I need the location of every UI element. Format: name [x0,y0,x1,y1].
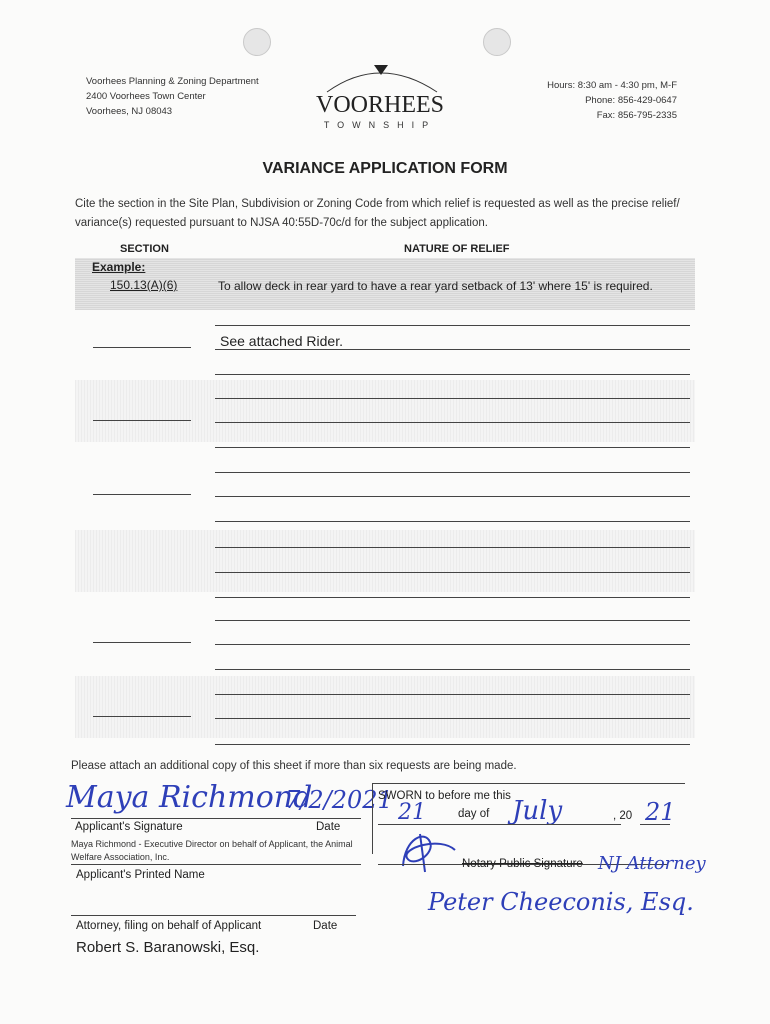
fax-line: Fax: 856-795-2335 [596,110,677,121]
relief-line[interactable] [215,422,690,423]
relief-line[interactable] [215,374,690,375]
relief-line[interactable] [215,620,690,621]
sworn-date-line[interactable] [378,824,621,825]
voorhees-logo [315,62,445,134]
relief-line[interactable] [215,644,690,645]
notary-signature-scribble-icon [395,828,465,878]
phone-line: Phone: 856-429-0647 [585,95,677,106]
relief-line[interactable] [215,496,690,497]
relief-line[interactable] [215,694,690,695]
sworn-day: 21 [398,800,426,825]
applicant-signature-date: 7/2/2021 [285,786,393,814]
relief-line[interactable] [215,472,690,473]
section-line[interactable] [93,716,191,717]
sworn-text: SWORN to before me this [378,790,511,802]
applicant-signature: Maya Richmond [66,780,313,815]
notary-signature-label: Notary Public Signature [462,858,583,870]
address-line: Voorhees, NJ 08043 [86,106,173,117]
logo-subtitle: TOWNSHIP [323,120,437,130]
applicant-printed-name: Maya Richmond - Executive Director on behalf of Applicant, the Animal Welfare Association, Inc. [71,839,353,862]
punch-hole-right [483,28,511,56]
relief-line[interactable] [215,572,690,573]
relief-column-header: NATURE OF RELIEF [404,243,510,255]
example-label: Example: [92,260,146,274]
section-line[interactable] [93,347,191,348]
office-hours [547,78,677,123]
sworn-year: 21 [645,798,676,826]
relief-line[interactable] [215,325,690,326]
relief-line[interactable] [215,521,690,522]
signature-line[interactable] [71,818,361,819]
sworn-month: July [512,796,563,826]
address-line: Voorhees Planning & Zoning Department [86,76,259,87]
printed-name-line[interactable] [71,864,361,865]
row-shading [75,530,695,592]
example-section: 150.13(A)(6) [110,278,178,292]
relief-line[interactable] [215,718,690,719]
attorney-name: Robert S. Baranowski, Esq. [76,939,260,956]
applicant-signature-label: Applicant's Signature [75,821,183,833]
relief-line[interactable] [215,547,690,548]
section-line[interactable] [93,420,191,421]
rider-text: See attached Rider. [220,333,343,349]
department-address [86,74,259,119]
relief-line[interactable] [215,597,690,598]
relief-line[interactable] [215,669,690,670]
form-title: VARIANCE APPLICATION FORM [262,160,508,177]
relief-line[interactable] [215,447,690,448]
section-column-header: SECTION [120,243,169,255]
example-relief: To allow deck in rear yard to have a rear yard setback of 13' where 15' is required. [218,279,653,293]
day-of-label: day of [458,808,490,820]
address-line: 2400 Voorhees Town Center [86,91,206,102]
instructions: Cite the section in the Site Plan, Subdivision or Zoning Code from which relief is requested as well as the precise relief/ variance(s) requested pursuant to NJSA 40:55D-70c/d for the subject application. [75,198,680,229]
section-line[interactable] [93,494,191,495]
attach-note: Please attach an additional copy of this sheet if more than six requests are being made. [71,760,517,772]
row-shading [75,380,695,442]
logo-name: VOORHEES [315,92,444,118]
notary-printed-name: Peter Cheeconis, Esq. [428,888,694,916]
applicant-date-label: Date [316,821,341,833]
applicant-printed-name-label: Applicant's Printed Name [76,869,205,881]
punch-hole-left [243,28,271,56]
year-prefix: , 20 [613,810,633,822]
hours-line: Hours: 8:30 am - 4:30 pm, M-F [547,80,677,91]
relief-line[interactable] [215,349,690,350]
notary-attorney-note: NJ Attorney [598,853,706,874]
year-line[interactable] [640,824,670,825]
section-line[interactable] [93,642,191,643]
relief-line[interactable] [215,744,690,745]
relief-line[interactable] [215,398,690,399]
attorney-label: Attorney, filing on behalf of Applicant [76,920,262,932]
row-shading [75,676,695,738]
attorney-line[interactable] [71,915,356,916]
attorney-date-label: Date [313,920,338,932]
